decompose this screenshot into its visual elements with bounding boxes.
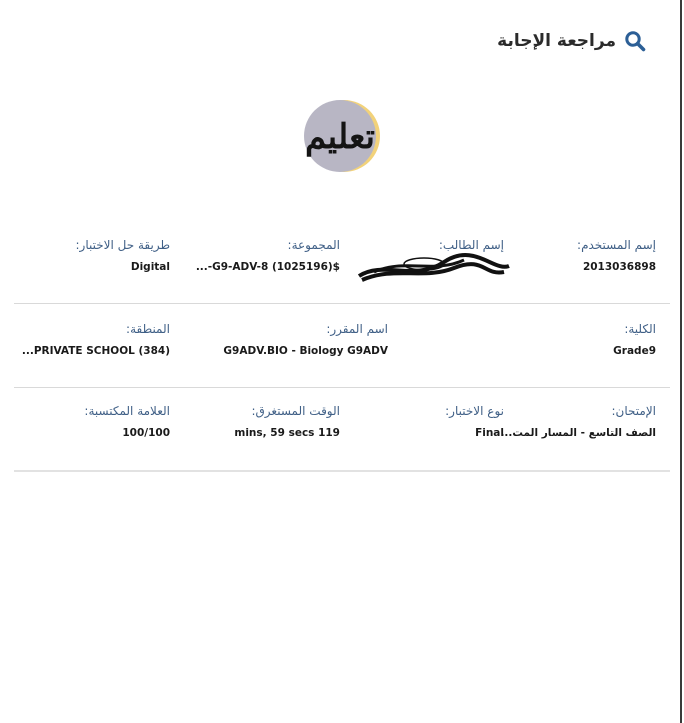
row-divider	[14, 303, 670, 304]
info-row-course	[14, 322, 670, 382]
field-exam-type	[384, 404, 504, 439]
field-college	[516, 322, 656, 357]
field-value: Grade9	[613, 345, 656, 357]
info-row-exam	[14, 404, 670, 464]
search-icon[interactable]	[624, 30, 646, 52]
page-title: مراجعة الإجابة	[497, 31, 616, 51]
field-label: اسم المقرر:	[326, 322, 388, 336]
field-label: نوع الاختبار:	[445, 404, 504, 418]
section-divider	[14, 470, 670, 472]
field-label: طريقة حل الاختبار:	[75, 238, 170, 252]
field-value: mins, 59 secs 119	[234, 427, 340, 439]
field-value: 100/100	[122, 427, 170, 439]
field-value: Digital	[130, 261, 170, 273]
field-value: الصف التاسع - المسار المت...	[500, 427, 656, 439]
field-value: 2013036898	[582, 261, 656, 273]
field-label: الكلية:	[624, 322, 656, 336]
field-value: Final	[475, 427, 504, 439]
field-course-name	[198, 322, 388, 357]
field-region	[14, 322, 170, 357]
row-divider	[14, 387, 670, 388]
field-time-taken	[190, 404, 340, 439]
taleem-logo	[296, 92, 386, 192]
field-label: الإمتحان:	[611, 404, 656, 418]
field-label: المجموعة:	[287, 238, 340, 252]
field-label: المنطقة:	[126, 322, 170, 336]
field-value: G9ADV.BIO - Biology G9ADV	[223, 345, 388, 357]
field-test-method	[20, 238, 170, 273]
field-label: إسم المستخدم:	[577, 238, 656, 252]
field-label: العلامة المكتسبة:	[84, 404, 170, 418]
field-value: ...PRIVATE SCHOOL (384)	[21, 345, 170, 357]
field-group	[190, 238, 340, 273]
field-value: ...-G9-ADV-8 (1025196)$	[195, 261, 340, 273]
field-exam	[500, 404, 656, 439]
field-score	[20, 404, 170, 439]
redaction-scribble	[354, 252, 514, 284]
page-header	[497, 30, 646, 52]
field-label: إسم الطالب:	[438, 238, 504, 252]
field-label: الوقت المستغرق:	[251, 404, 340, 418]
logo-text: تعليم	[304, 117, 376, 157]
info-row-user	[14, 238, 670, 298]
field-username	[516, 238, 656, 273]
field-student-name	[344, 238, 504, 261]
